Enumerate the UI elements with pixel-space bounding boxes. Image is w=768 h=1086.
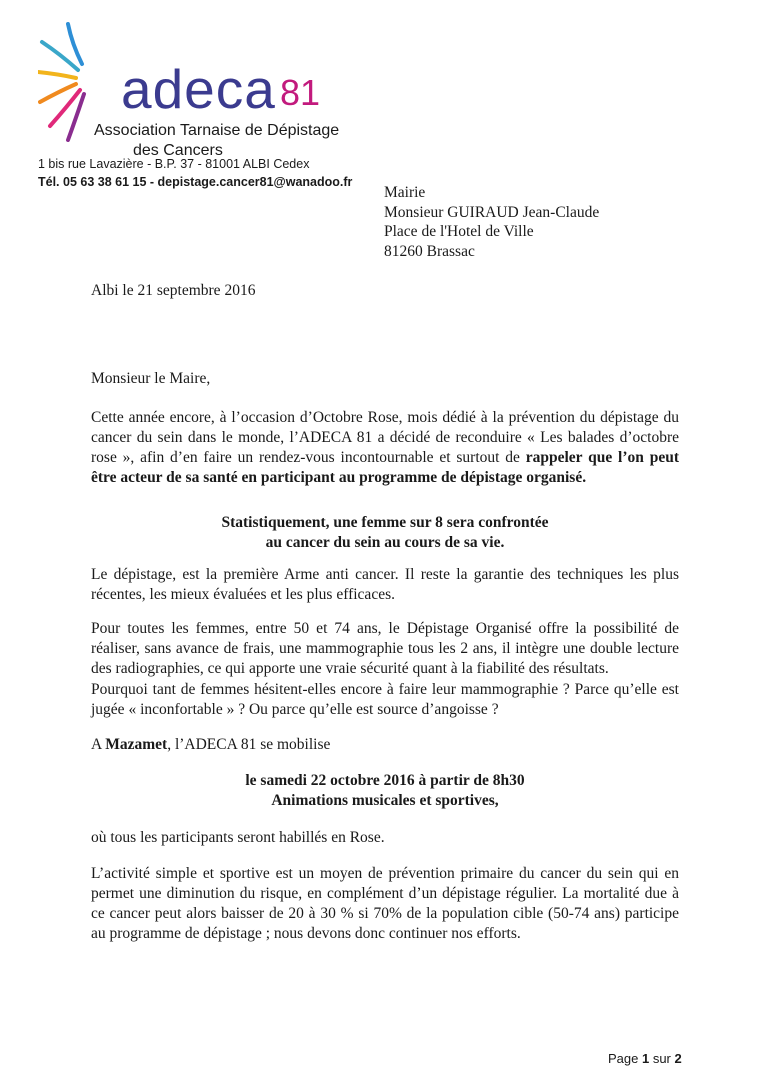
mobilisation-suffix: , l’ADECA 81 se mobilise xyxy=(167,736,331,753)
page-prefix: Page xyxy=(608,1051,642,1066)
intro-text: Cette année encore, à l’occasion d’Octobre Rose, mois dédié à la prévention du dépistage du cancer du sein dans le monde, l’ADECA 81 a décidé de reconduire « Les balades d’octobre rose », afin d’en faire un rendez-vous incontournable et surtout de xyxy=(91,409,679,466)
paragraph-intro xyxy=(91,408,679,488)
event-line: Animations musicales et sportives, xyxy=(271,792,499,809)
page-total: 2 xyxy=(674,1051,682,1066)
paragraph-question: Pourquoi tant de femmes hésitent-elles encore à faire leur mammographie ? Parce qu’elle est jugée « inconfortable » ? Ou parce qu’elle est source d’angoisse ? xyxy=(91,681,679,718)
logo-subtitle-line1: Association Tarnaise de Dépistage xyxy=(94,122,340,139)
paragraph-activity: L’activité simple et sportive est un moyen de prévention primaire du cancer du sein qui en permet une diminution du risque, en complément d’un dépistage régulier. La mortalité due à ce cancer peut alors baisser de 20 à 30 % si 70% de la population cible (50-74 ans) participe au programme de dépistage ; nous devons donc continuer nos efforts. xyxy=(91,865,679,942)
statistic-line: Statistiquement, une femme sur 8 sera confrontée xyxy=(221,514,549,531)
mobilisation-prefix: A xyxy=(91,736,106,753)
page-current: 1 xyxy=(641,1051,650,1066)
adeca-logo xyxy=(38,22,340,159)
intro-bold-text: rappeler que l’on peut être acteur de sa santé en participant au programme de dépistage organisé. xyxy=(91,449,680,486)
recipient-line: Mairie xyxy=(384,184,426,201)
page-separator: sur xyxy=(649,1051,675,1066)
recipient-line: 81260 Brassac xyxy=(384,242,475,260)
statistic-callout xyxy=(91,513,679,553)
paragraph-screening: Le dépistage, est la première Arme anti cancer. Il reste la garantie des techniques les plus récentes, les mieux évaluées et les plus efficaces. xyxy=(91,566,679,603)
recipient-block xyxy=(384,183,599,261)
city-name: Mazamet xyxy=(105,736,168,753)
salutation: Monsieur le Maire, xyxy=(91,370,211,387)
page-number xyxy=(608,1051,682,1066)
recipient-line: Place de l'Hotel de Ville xyxy=(384,223,534,240)
recipient-line: Monsieur GUIRAUD Jean-Claude xyxy=(384,203,600,221)
event-callout xyxy=(91,771,679,811)
event-line: le samedi 22 octobre 2016 à partir de 8h30 xyxy=(245,772,525,789)
sender-address: 1 bis rue Lavazière - B.P. 37 - 81001 ALBI Cedex xyxy=(38,157,310,171)
sender-contact: Tél. 05 63 38 61 15 - depistage.cancer81@wanadoo.fr xyxy=(38,175,353,189)
logo-name: adeca xyxy=(121,58,276,120)
logo-subtitle-line2: des Cancers xyxy=(133,142,223,159)
letter-date: Albi le 21 septembre 2016 xyxy=(91,282,256,299)
statistic-line: au cancer du sein au cours de sa vie. xyxy=(265,534,505,551)
paragraph-organized-screening: Pour toutes les femmes, entre 50 et 74 ans, le Dépistage Organisé offre la possibilité de réaliser, sans avance de frais, une mammographie tous les 2 ans, il intègre une double lecture des radiographies, ce qui apporte une vraie sécurité quant à la fiabilité des résultats. xyxy=(91,620,679,677)
paragraph-dress-code: où tous les participants seront habillés en Rose. xyxy=(91,829,385,846)
logo-number: 81 xyxy=(280,72,321,113)
paragraph-mobilisation xyxy=(91,735,679,755)
